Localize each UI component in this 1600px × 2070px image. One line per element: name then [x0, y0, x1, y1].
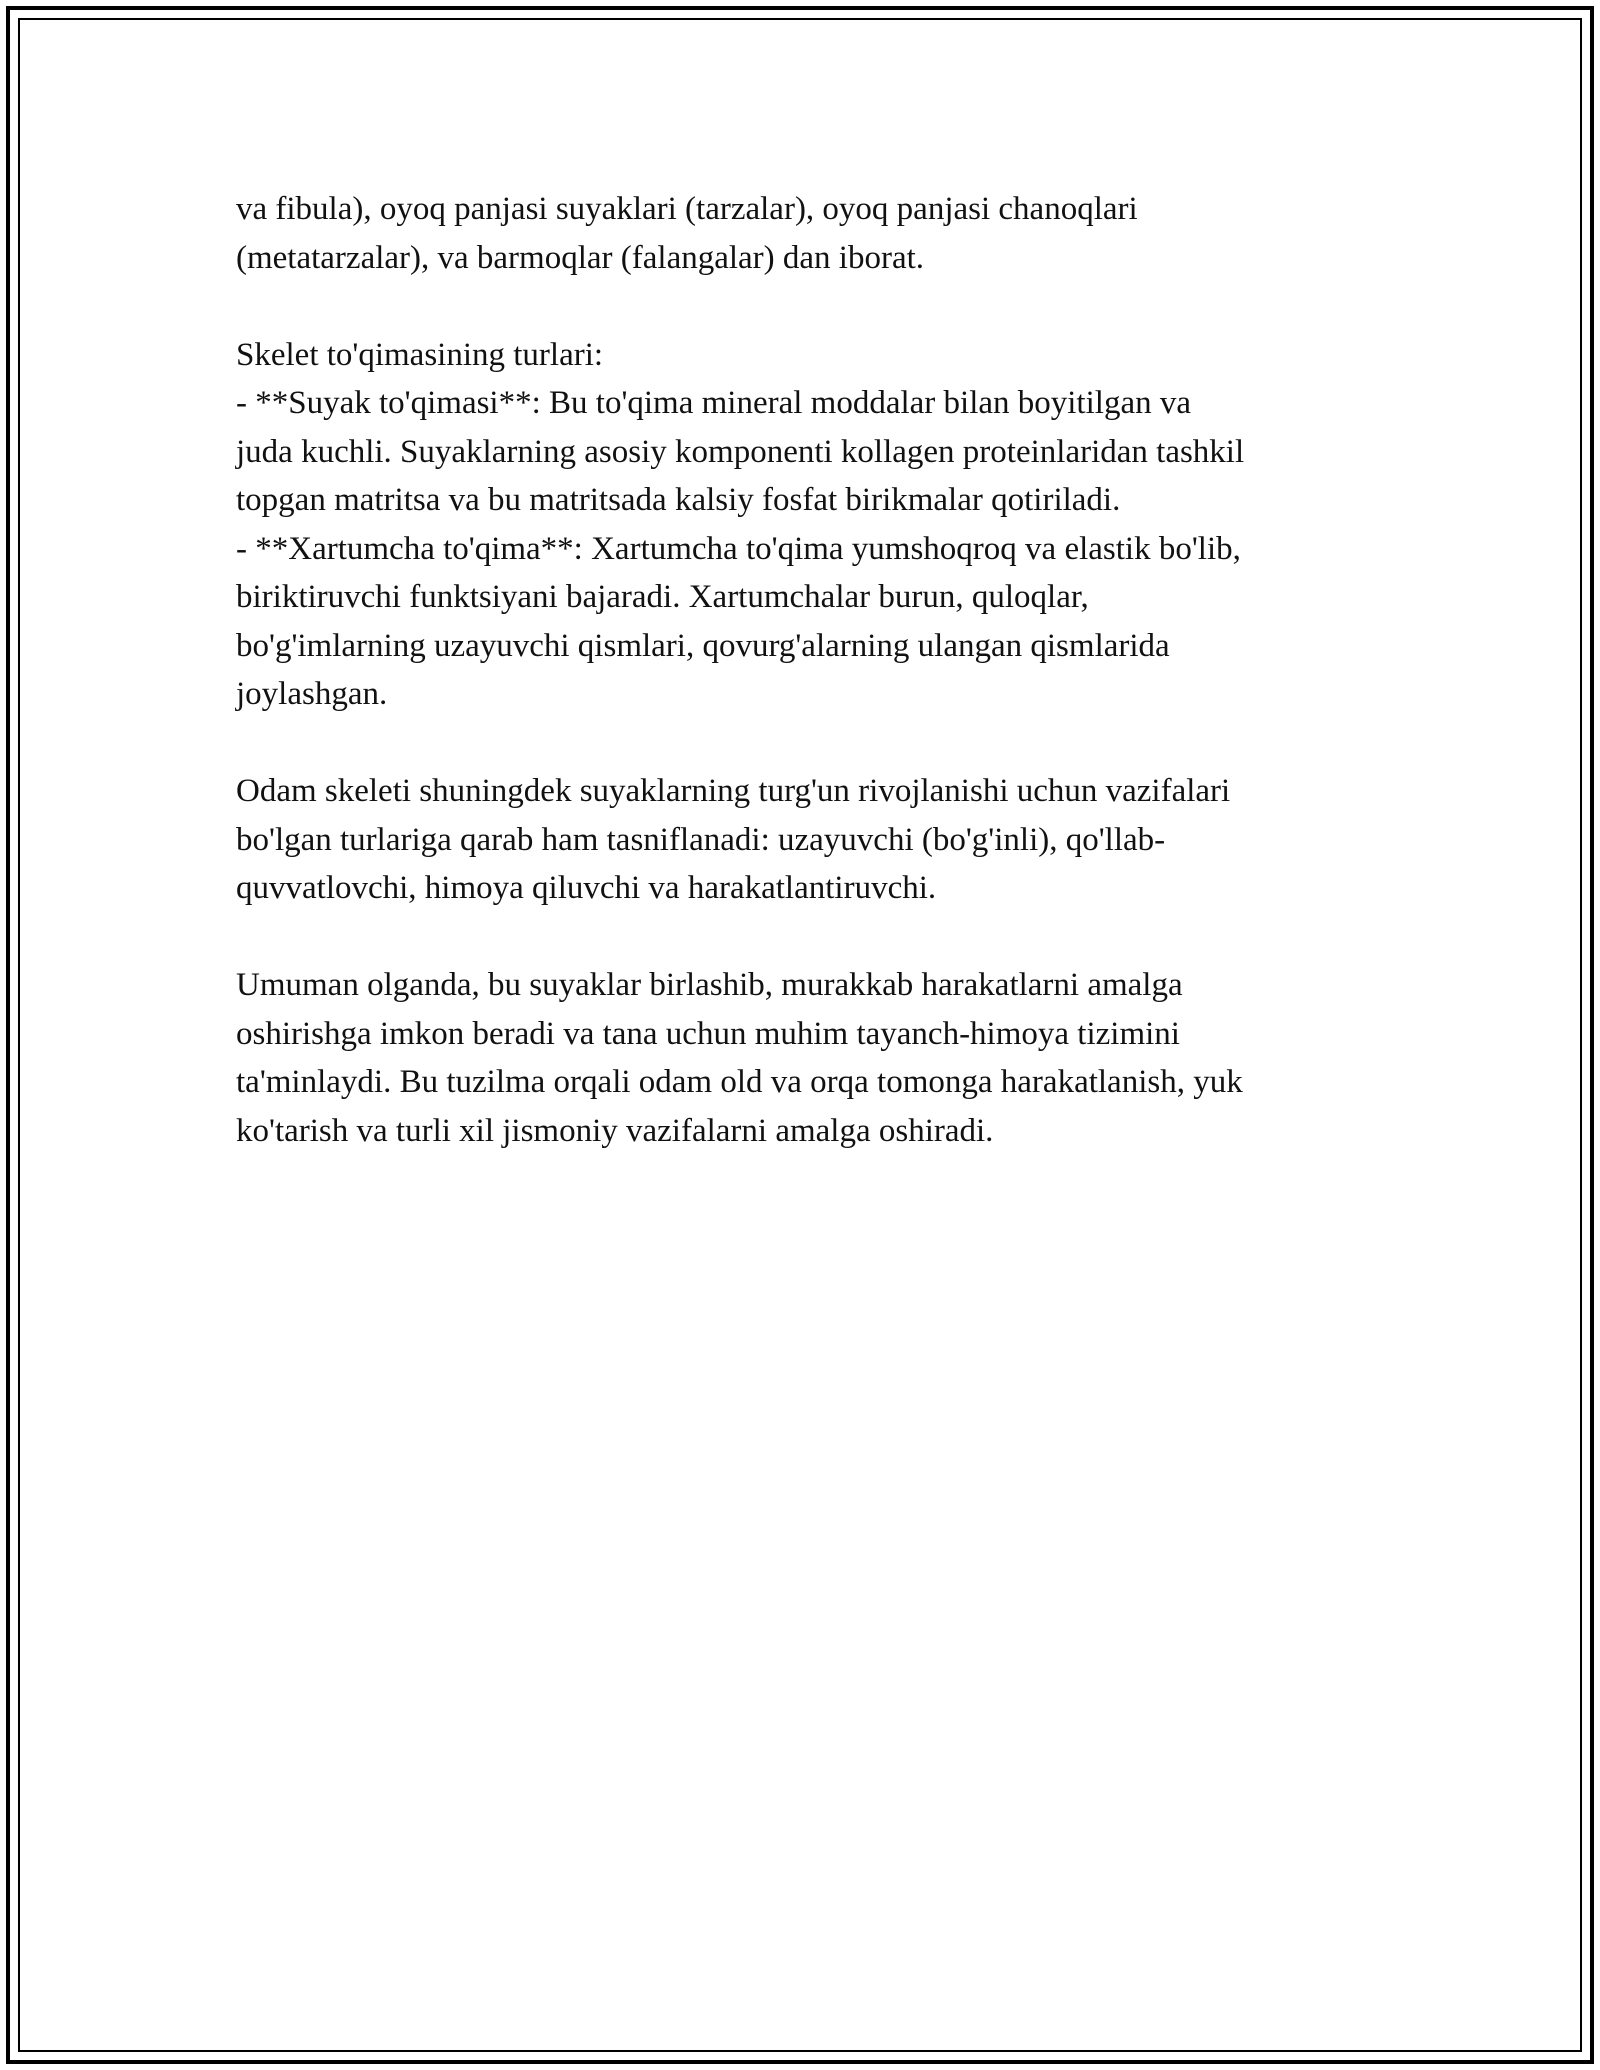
text-line: ta'minlaydi. Bu tuzilma orqali odam old va orqa tomonga harakatlanish, yuk	[236, 1064, 1243, 1100]
paragraph-3	[236, 767, 1386, 913]
text-line: ko'tarish va turli xil jismoniy vazifalarni amalga oshiradi.	[236, 1112, 994, 1149]
section-heading: Skelet to'qimasining turlari:	[236, 336, 604, 373]
list-item-line: juda kuchli. Suyaklarning asosiy komponenti kollagen proteinlaridan tashkil	[236, 433, 1245, 470]
text-line: oshirishga imkon beradi va tana uchun muhim tayanch-himoya tizimini	[236, 1015, 1180, 1052]
text-line: Umuman olganda, bu suyaklar birlashib, murakkab harakatlarni amalga	[236, 967, 1183, 1003]
text-line: Odam skeleti shuningdek suyaklarning turg'un rivojlanishi uchun vazifalari	[236, 773, 1231, 809]
paragraph-spacer	[236, 282, 1386, 331]
paragraph-2	[236, 331, 1386, 719]
list-item-line: topgan matritsa va bu matritsada kalsiy fosfat birikmalar qotiriladi.	[236, 482, 1121, 518]
list-item-line: - **Xartumcha to'qima**: Xartumcha to'qima yumshoqroq va elastik bo'lib,	[236, 530, 1241, 567]
paragraph-4	[236, 961, 1386, 1155]
paragraph-spacer	[236, 719, 1386, 768]
list-item-line: joylashgan.	[236, 676, 388, 712]
text-line: va fibula), oyoq panjasi suyaklari (tarzalar), oyoq panjasi chanoqlari	[236, 191, 1138, 227]
paragraph-spacer	[236, 913, 1386, 962]
list-item-line: biriktiruvchi funktsiyani bajaradi. Xartumchalar burun, quloqlar,	[236, 579, 1089, 615]
paragraph-1	[236, 185, 1386, 282]
list-item-line: bo'g'imlarning uzayuvchi qismlari, qovurg'alarning ulangan qismlarida	[236, 627, 1170, 664]
list-item-line: - **Suyak to'qimasi**: Bu to'qima mineral moddalar bilan boyitilgan va	[236, 385, 1191, 421]
document-body	[236, 185, 1386, 1155]
text-line: quvvatlovchi, himoya qiluvchi va harakatlantiruvchi.	[236, 870, 937, 906]
text-line: bo'lgan turlariga qarab ham tasniflanadi: uzayuvchi (bo'g'inli), qo'llab-	[236, 821, 1166, 858]
text-line: (metatarzalar), va barmoqlar (falangalar) dan iborat.	[236, 239, 925, 276]
